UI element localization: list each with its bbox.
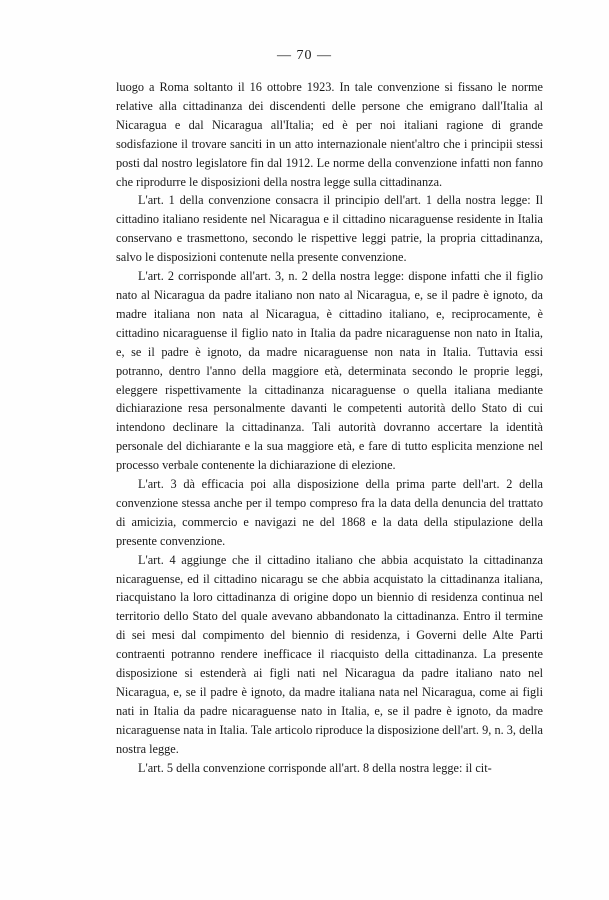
paragraph-art-5: L'art. 5 della convenzione corrisponde all'art. 8 della nostra legge: il cit-	[138, 760, 492, 775]
paragraph-art-2: L'art. 2 corrisponde all'art. 3, n. 2 della nostra legge: dispone infatti che il figlio nato al Nicaragua da padre italiano non nato al Nicaragua, e, se il padre è ignoto, da madre italiana non nata al Nicaragua, è cittadino italiano, e, reciprocamente, è cittadino nicaraguense il figlio nato in Italia da padre nicaraguense non nato in Italia, e, se il padre è ignoto, da madre nicaraguense non nata in Italia. Tuttavia essi potranno, dentro l'anno della maggiore età, determinata secondo le proprie leggi, eleggere rispettivamente la cittadinanza nicaraguense o quella italiana mediante dichiarazione resa personalmente davanti le competenti autorità dello Stato di cui intendono declinare la cittadinanza. Tali autorità dovranno accertare la identità personale del dichiarante e la sua maggiore età, e fare di tutto esplicita menzione nel processo verbale contenente la dichiarazione di elezione.	[116, 269, 543, 473]
paragraph-art-1: L'art. 1 della convenzione consacra il principio dell'art. 1 della nostra legge: Il cittadino italiano residente nel Nicaragua e il cittadino nicaraguense residente in Italia conservano e trasmettono, secondo le rispettive leggi patrie, la propria cittadinanza, salvo le disposizioni contenute nella presente convenzione.	[116, 193, 543, 265]
paragraph-art-3: L'art. 3 dà efficacia poi alla disposizione della prima parte dell'art. 2 della convenzione stessa anche per il tempo compreso fra la data della denuncia del trattato di amicizia, commercio e navigazi ne del 1868 e la data della stipulazione della presente convenzione.	[116, 477, 543, 548]
body-text	[116, 78, 543, 778]
page-number: — 70 —	[277, 48, 332, 63]
paragraph-art-4: L'art. 4 aggiunge che il cittadino italiano che abbia acquistato la cittadinanza nicaraguense, ed il cittadino nicaragu se che abbia acquistato la cittadinanza italiana, riacquistano la loro cittadinanza di origine dopo un biennio di residenza continua nel territorio dello Stato del quale avevano abbandonato la cittadinanza. Entro il termine di sei mesi dal compimento del biennio di residenza, i Governi delle Alte Parti contraenti potranno rendere inefficace il riacquisto della cittadinanza. La presente disposizione si estenderà ai figli nati nel Nicaragua da padre italiano nato nel Nicaragua, e, se il padre è ignoto, da madre italiana nata nel Nicaragua, come ai figli nati in Italia da padre nicaraguense nato in Italia, e, se il padre è ignoto, da madre nicaraguense nata in Italia. Tale articolo riproduce la disposizione dell'art. 9, n. 3, della nostra legge.	[116, 552, 543, 756]
paragraph-continuation: luogo a Roma soltanto il 16 ottobre 1923. In tale convenzione si fissano le norme relative alla cittadinanza dei discendenti delle persone che emigrano dall'Italia al Nicaragua e dal Nicaragua all'Italia; ed è per noi italiani ragione di grande sodisfazione il trovare sanciti in un atto internazionale nient'altro che i principii stessi posti dal nostro legislatore fin dal 1912. Le norme della convenzione infatti non fanno che riprodurre le disposizioni della nostra legge sulla cittadinanza.	[116, 80, 543, 189]
